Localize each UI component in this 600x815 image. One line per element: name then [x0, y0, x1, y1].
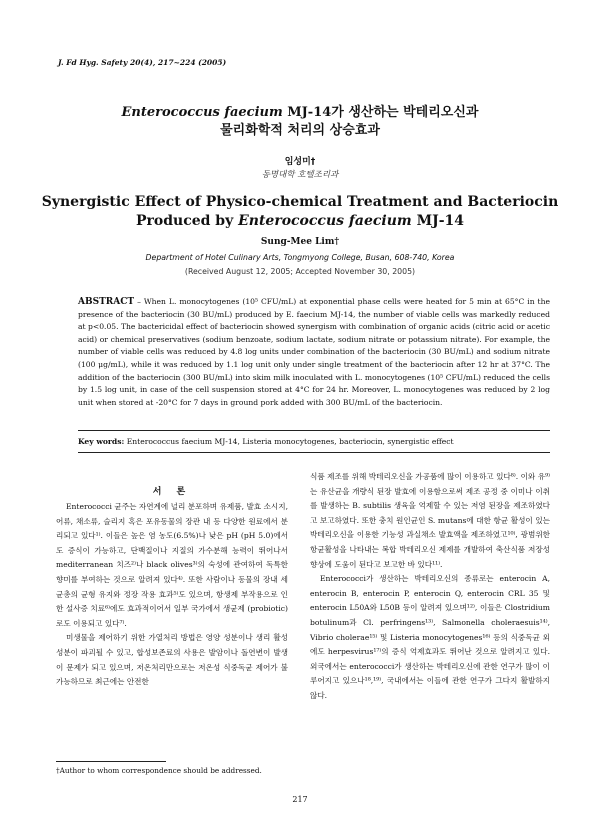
korean-title-line-1 — [0, 104, 600, 121]
abstract-text: – When L. monocytogenes (10⁵ CFU/mL) at exponential phase cells were heated for 5 min at 65°C in the presence of the bacteriocin (30 BU/mL) produced by E. faecium MJ-14, the number of viable cells was markedly reduced at p<0.05. The bactericidal effect of bacteriocin showed synergism with combination of organic acids (citric acid or acetic acid) or chemical preservatives (sodium benzoate, sodium lactate, sodium nitrate or potassium nitrate). For example, the number of viable cells was reduced by 4.8 log units under combination of the bacteriocin (30 BU/mL) and sodium nitrate (100 μg/mL), while it was reduced by 1.1 log unit only under single treatment of the bacteriocin after 12 hr at 37°C. The addition of the bacteriocin (300 BU/mL) into skim milk inoculated with L. monocytogenes (10⁵ CFU/mL) reduced the cells by 1.5 log unit, in case of the cell suspension stored at 4°C for 24 hr. Moreover, L. monocytogenes was reduced by 2 log unit when stored at -20°C for 7 days in ground pork added with 300 BU/mL of the bacteriocin. — [78, 297, 550, 407]
english-title-pre: Produced by — [135, 213, 239, 229]
right-paragraph-2: Enterococci가 생산하는 박테리오신의 종류로는 enterocin A, enterocin B, enterocin P, enterocin Q, enterocin CRL 35 및 enterocin L50A와 L50B 등이 알려져 있으며¹²⁾, 이들은 Clostridium botulinum과 Cl. perfringens¹³⁾, Salmonella choleraesuis¹⁴⁾, Vibrio cholerae¹⁵⁾ 및 Listeria monocytogenes¹⁶⁾ 등의 식중독균 외에도 herpesvirus¹⁷⁾의 증식 억제효과도 뛰어난 것으로 알려지고 있다. 외국에서는 enterococci가 생산하는 박테리오신에 관한 연구가 많이 이루어지고 있으나¹⁸,¹⁹⁾, 국내에서는 이들에 관한 연구가 그다지 활발하지 않다. — [310, 574, 550, 700]
keywords-top-rule — [78, 430, 550, 431]
received-dates: (Received August 12, 2005; Accepted November 30, 2005) — [184, 267, 416, 276]
right-paragraph-1: 식품 제조를 위해 박테리오신을 가공품에 많이 이용하고 있다⁸⁾. 이와 유⁹⁾는 유산균을 개량식 된장 발효에 이용함으로써 제조 공정 중 이미나 이취를 발생하는 B. subtilis 생육을 억제할 수 있는 저염 된장을 제조하였다고 보고하였다. 또한 충치 원인균인 S. mutans에 대한 항균 활성이 있는 박테리오신을 이용한 기능성 과실채소 발효액을 제조하였고¹⁰⁾, 광범위한 항균활성을 나타내는 복합 박테리오신 제제를 개발하여 축산식품 저장성 향상에 도움이 된다고 보고한 바 있다¹¹⁾. — [310, 472, 550, 569]
english-title-line-2 — [0, 212, 600, 230]
section-heading: 서 론 — [152, 487, 192, 497]
english-title-species: Enterococcus faecium — [238, 213, 412, 229]
abstract — [78, 296, 550, 409]
footnote-rule — [56, 761, 166, 762]
left-paragraph-1: Enterococci 균주는 자연계에 널리 분포하며 유제품, 발효 소시지, 어류, 채소류, 슬리지 혹은 포유동물의 장관 내 등 다양한 원료에서 분리되고 있다¹⁾. 이들은 높은 염 농도(6.5%)나 낮은 pH (pH 5.0)에서도 증식이 가능하고, 단백질이나 지질의 가수분해 능력이 뛰어나서 mediterranean 치즈²⁾나 black olives³⁾의 숙성에 관여하여 독특한 향미를 부여하는 것으로 알려져 있다⁴⁾. 또한 사람이나 동물의 장내 세균총의 균형 유지와 정장 작용 효과⁵⁾도 있으며, 항생제 부작용으로 인한 설사증 치료⁶⁾에도 효과적이어서 일부 국가에서 생균제 (probiotic)로도 이용되고 있다⁷⁾. — [56, 502, 288, 628]
korean-title-rest: MJ-14가 생산하는 박테리오신과 — [282, 105, 479, 120]
page-number: 217 — [292, 795, 308, 804]
left-paragraph-2: 미생물을 제어하기 위한 가열처리 방법은 영양 성분이나 생리 활성 성분이 파괴될 수 있고, 합성보존료의 사용은 발암이나 돌연변이 발생이 문제가 되고 있으며, 저온처리만으로는 저온성 식중독균 제어가 불가능하므로 최근에는 안전한 — [56, 633, 288, 687]
korean-affiliation: 동명대학 호텔조리과 — [261, 170, 339, 180]
korean-title-species: Enterococcus faecium — [121, 105, 283, 120]
abstract-label: ABSTRACT — [78, 297, 135, 307]
korean-author: 임성미† — [284, 157, 316, 167]
right-column — [310, 470, 550, 704]
english-title-line-1: Synergistic Effect of Physico-chemical Treatment and Bacteriocin — [41, 194, 559, 210]
korean-title-line-2: 물리화학적 처리의 상승효과 — [220, 123, 380, 138]
keywords-text: Enterococcus faecium MJ-14, Listeria monocytogenes, bacteriocin, synergistic effect — [124, 437, 454, 446]
english-title-post: MJ-14 — [411, 213, 465, 229]
footnote: †Author to whom correspondence should be addressed. — [56, 766, 262, 775]
english-author: Sung-Mee Lim† — [260, 237, 340, 247]
keywords — [78, 436, 550, 447]
keywords-label: Key words: — [78, 437, 125, 446]
journal-citation: J. Fd Hyg. Safety 20(4), 217~224 (2005) — [58, 58, 227, 67]
left-column — [56, 500, 288, 690]
keywords-bottom-rule — [78, 452, 550, 453]
department: Department of Hotel Culinary Arts, Tongmyong College, Busan, 608-740, Korea — [145, 253, 455, 262]
